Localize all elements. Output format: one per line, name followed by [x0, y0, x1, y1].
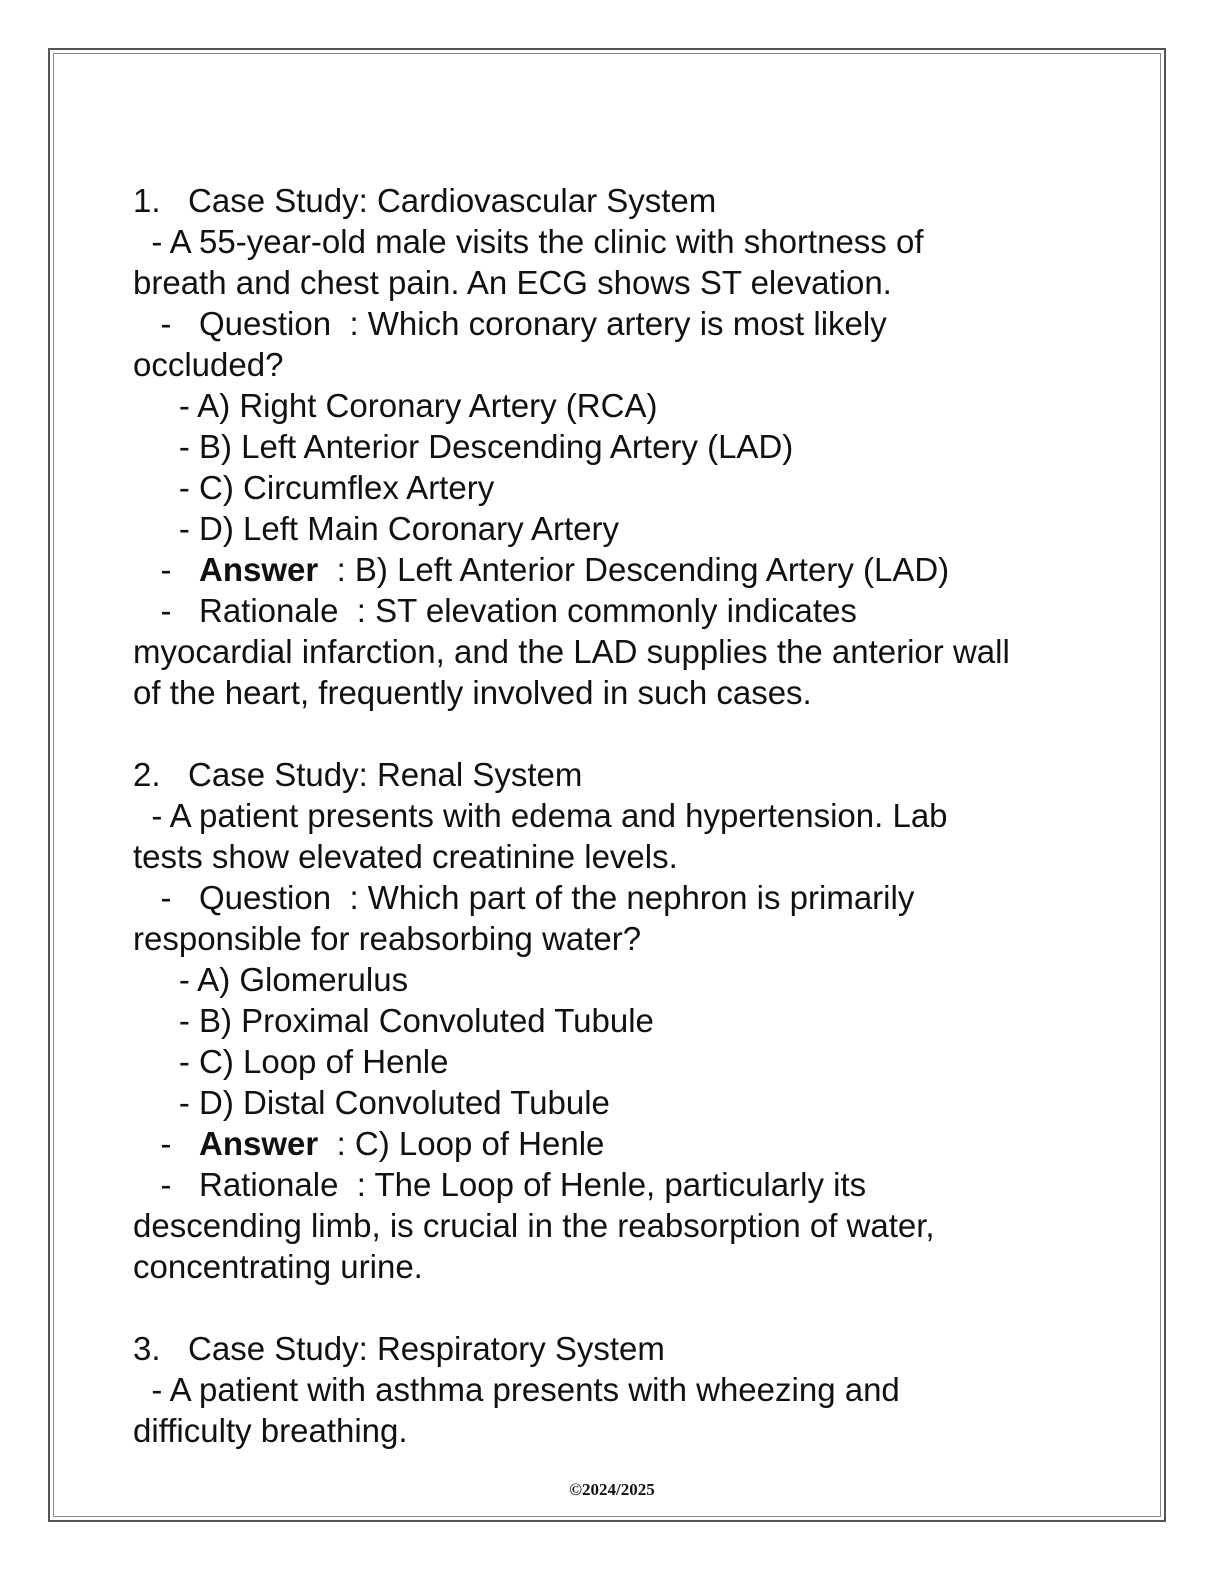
- option-text: - D) Left Main Coronary Artery: [178, 510, 619, 547]
- option-item: [133, 426, 1093, 467]
- question-text: : Which coronary artery is most likely: [349, 305, 887, 342]
- answer-text: : B) Left Anterior Descending Artery (LAD): [336, 551, 950, 588]
- case-study-2: [133, 754, 1093, 1287]
- case-heading: [133, 1328, 1093, 1369]
- case-study-1: [133, 180, 1093, 713]
- case-heading: [133, 180, 1093, 221]
- case-number: 3.: [133, 1330, 161, 1367]
- question-line: occluded?: [133, 346, 284, 383]
- option-text: - C) Loop of Henle: [178, 1043, 449, 1080]
- rationale-label: Rationale: [199, 592, 339, 629]
- answer-label: Answer: [199, 1125, 319, 1162]
- rationale-label: Rationale: [199, 1166, 339, 1203]
- question-line: - Question : Which coronary artery is most likely: [133, 305, 887, 342]
- case-heading: [133, 754, 1093, 795]
- rationale-text: : The Loop of Henle, particularly its: [356, 1166, 867, 1203]
- scenario-line: [133, 221, 1093, 262]
- rationale-line: of the heart, frequently involved in such cases.: [133, 674, 812, 711]
- case-number: 2.: [133, 756, 161, 793]
- question-label: Question: [199, 879, 332, 916]
- option-text: - A) Glomerulus: [178, 961, 409, 998]
- copyright-footer: ©2024/2025: [569, 1480, 655, 1499]
- question-line: responsible for reabsorbing water?: [133, 920, 642, 957]
- option-item: [133, 385, 1093, 426]
- option-item: [133, 959, 1093, 1000]
- option-item: [133, 1082, 1093, 1123]
- spacer: [133, 713, 1093, 754]
- case-title: Case Study: Renal System: [188, 756, 583, 793]
- question-line: - Question : Which part of the nephron is primarily: [133, 879, 915, 916]
- answer-text: : C) Loop of Henle: [336, 1125, 605, 1162]
- question-label: Question: [199, 305, 332, 342]
- rationale-line: - Rationale : The Loop of Henle, particularly its: [133, 1166, 867, 1203]
- rationale-line: - Rationale : ST elevation commonly indicates: [133, 592, 857, 629]
- case-number: 1.: [133, 182, 161, 219]
- scenario-line: [133, 795, 1093, 836]
- scenario-line: difficulty breathing.: [133, 1412, 408, 1449]
- answer-line: - Answer : B) Left Anterior Descending Artery (LAD): [133, 551, 950, 588]
- rationale-line: myocardial infarction, and the LAD supplies the anterior wall: [133, 633, 1010, 670]
- option-item: [133, 508, 1093, 549]
- option-text: - A) Right Coronary Artery (RCA): [178, 387, 658, 424]
- option-text: - B) Proximal Convoluted Tubule: [178, 1002, 654, 1039]
- question-text: : Which part of the nephron is primarily: [349, 879, 915, 916]
- scenario-line: breath and chest pain. An ECG shows ST elevation.: [133, 264, 892, 301]
- spacer: [133, 1287, 1093, 1328]
- answer-label: Answer: [199, 551, 319, 588]
- case-title: Case Study: Cardiovascular System: [188, 182, 717, 219]
- rationale-line: concentrating urine.: [133, 1248, 423, 1285]
- option-text: - B) Left Anterior Descending Artery (LAD): [178, 428, 794, 465]
- answer-line: - Answer : C) Loop of Henle: [133, 1125, 605, 1162]
- option-item: [133, 467, 1093, 508]
- option-text: - C) Circumflex Artery: [178, 469, 495, 506]
- rationale-line: descending limb, is crucial in the reabsorption of water,: [133, 1207, 935, 1244]
- scenario-line: [133, 1369, 1093, 1410]
- rationale-text: : ST elevation commonly indicates: [356, 592, 857, 629]
- scenario-line: tests show elevated creatinine levels.: [133, 838, 678, 875]
- case-study-3: [133, 1328, 1093, 1451]
- case-title: Case Study: Respiratory System: [188, 1330, 665, 1367]
- scenario-text: - A 55-year-old male visits the clinic with shortness of: [151, 223, 924, 260]
- scenario-text: - A patient with asthma presents with wheezing and: [151, 1371, 900, 1408]
- scenario-text: - A patient presents with edema and hypertension. Lab: [151, 797, 948, 834]
- option-item: [133, 1041, 1093, 1082]
- document-body: [133, 180, 1093, 1451]
- option-text: - D) Distal Convoluted Tubule: [178, 1084, 610, 1121]
- option-item: [133, 1000, 1093, 1041]
